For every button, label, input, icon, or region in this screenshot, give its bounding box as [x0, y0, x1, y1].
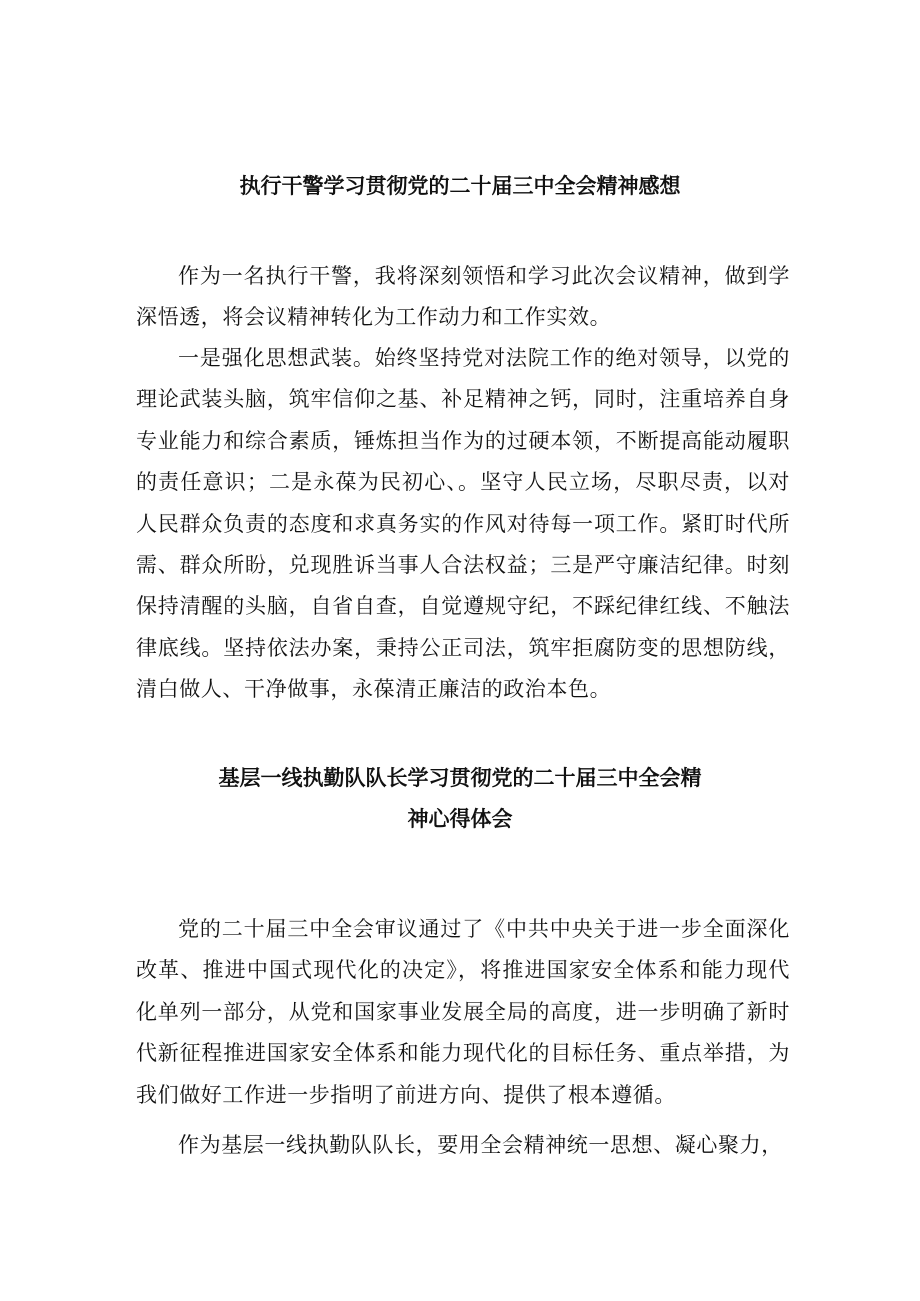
section-2-paragraph-2: 作为基层一线执勤队队长，要用全会精神统一思想、凝心聚力，: [178, 1133, 783, 1157]
section-2-title: [130, 758, 790, 840]
section-1-paragraph-2: 一是强化思想武装。始终坚持党对法院工作的绝对领导，以党的理论武装头脑，筑牢信仰之基、补足精神之钙，同时，注重培养自身专业能力和综合素质，锤炼担当作为的过硬本领，不断提高能动履职的责任意识；二是永葆为民初心、。坚守人民立场，尽职尽责，以对人民群众负责的态度和求真务实的作风对待每一项工作。紧盯时代所需、群众所盼，兑现胜诉当事人合法权益；三是严守廉洁纪律。时刻保持清醒的头脑，自省自查，自觉遵规守纪，不踩纪律红线、不触法律底线。坚持依法办案，秉持公正司法，筑牢拒腐防变的思想防线，清白做人、干净做事，永葆清正廉洁的政治本色。: [136, 346, 790, 702]
section-2-title-line-1: 基层一线执勤队队长学习贯彻党的二十届三中全会精: [218, 766, 702, 790]
section-2-title-line-2: 神心得体会: [407, 807, 513, 831]
section-1-paragraph-1: 作为一名执行干警，我将深刻领悟和学习此次会议精神，做到学深悟透，将会议精神转化为工作动力和工作实效。: [136, 264, 790, 330]
section-2-paragraph-1: 党的二十届三中全会审议通过了《中共中央关于进一步全面深化改革、推进中国式现代化的决定》，将推进国家安全体系和能力现代化单列一部分，从党和国家事业发展全局的高度，进一步明确了新时代新征程推进国家安全体系和能力现代化的目标任务、重点举措，为我们做好工作进一步指明了前进方向、提供了根本遵循。: [136, 917, 790, 1107]
section-1-title: 执行干警学习贯彻党的二十届三中全会精神感想: [239, 174, 681, 198]
